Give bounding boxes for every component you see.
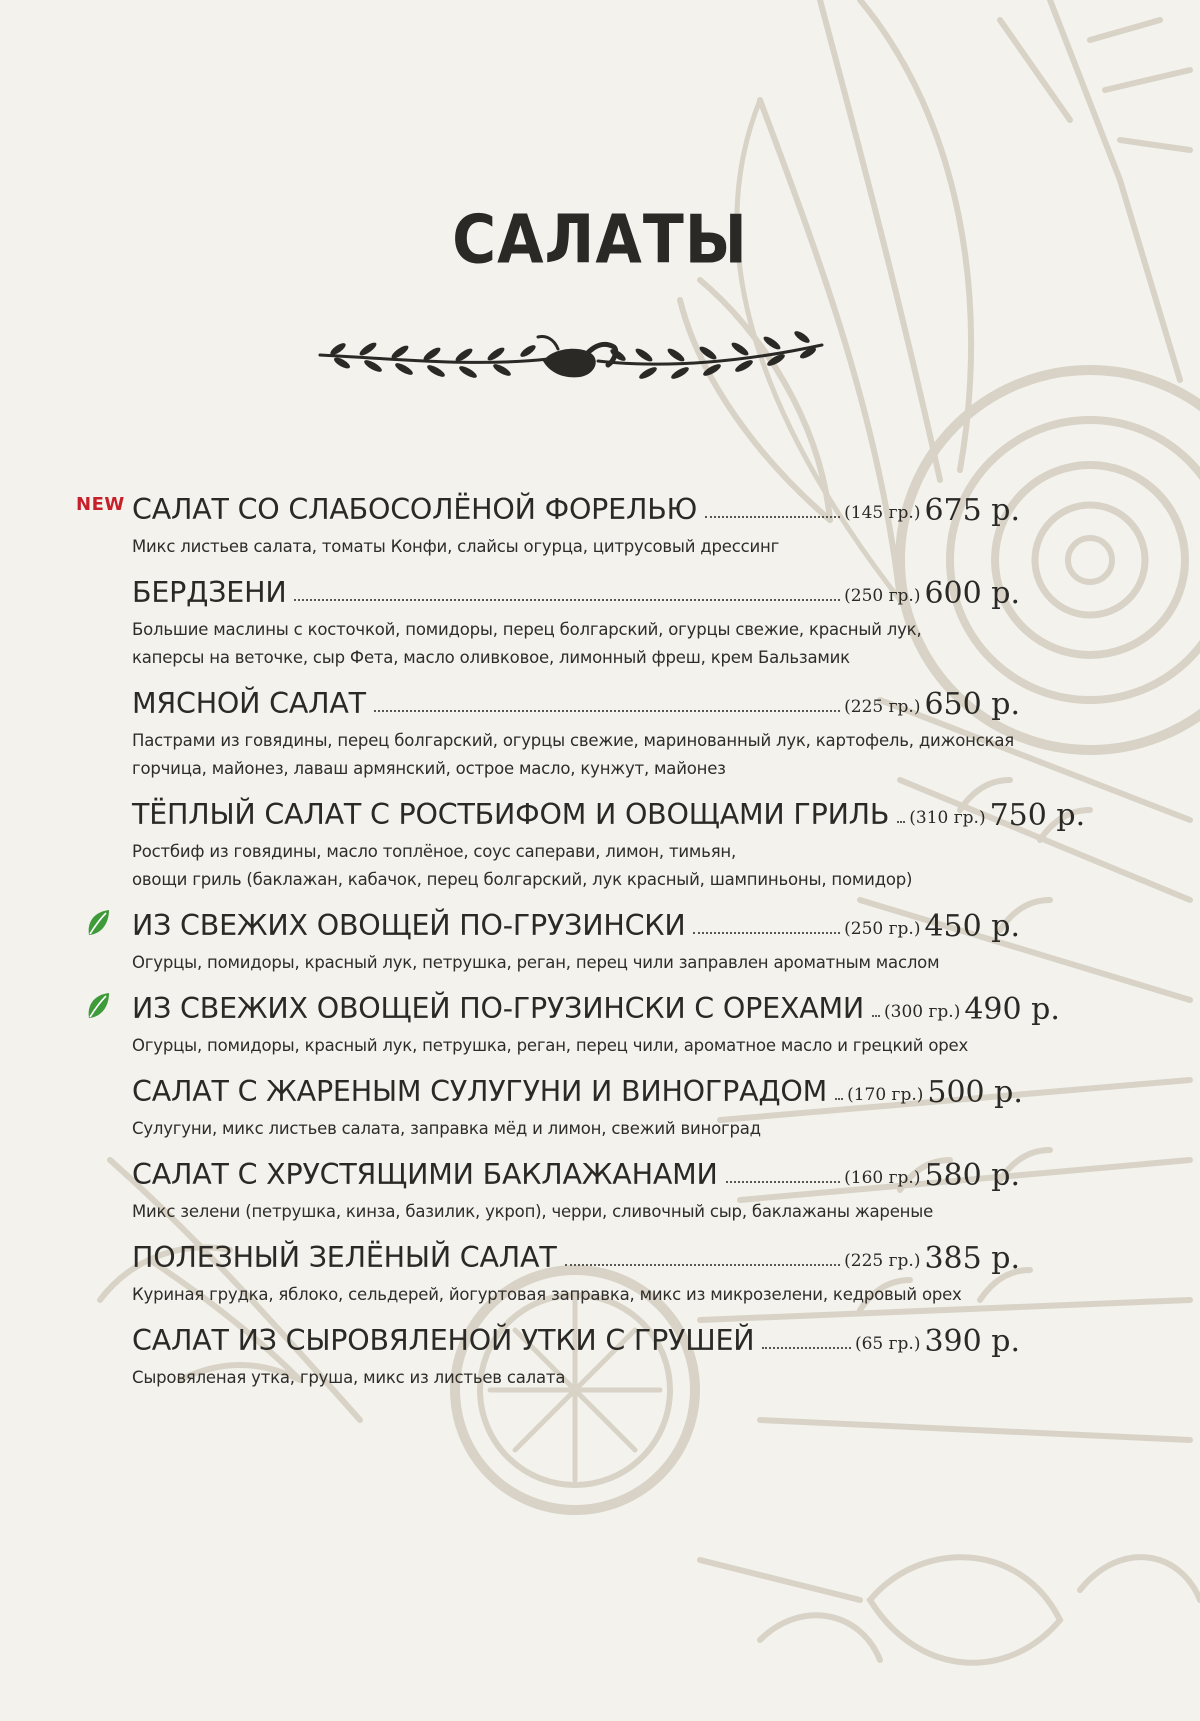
leaf-icon	[85, 991, 111, 1021]
menu-item-price: 650 р.	[924, 687, 1020, 722]
menu-item-description: Ростбиф из говядины, масло топлёное, соус саперави, лимон, тимьян, овощи гриль (баклажан, кабачок, перец болгарский, лук красный, шампиньоны, помидор)	[132, 842, 913, 889]
menu-item-description: Сулугуни, микс листьев салата, заправка мёд и лимон, свежий виноград	[132, 1119, 761, 1138]
menu-item-weight: (170 гр.)	[847, 1085, 924, 1105]
menu-item-description: Микс листьев салата, томаты Конфи, слайсы огурца, цитрусовый дрессинг	[132, 537, 780, 556]
dot-leader	[693, 932, 840, 934]
dot-leader	[897, 821, 905, 823]
menu-item-weight: (225 гр.)	[844, 697, 921, 717]
menu-item	[132, 1143, 1020, 1226]
dot-leader	[294, 599, 840, 601]
menu-item-name: САЛАТ СО СЛАБОСОЛЁНОЙ ФОРЕЛЬЮ	[132, 492, 698, 526]
leaf-icon	[85, 908, 111, 938]
menu-item-name: САЛАТ С ХРУСТЯЩИМИ БАКЛАЖАНАМИ	[132, 1157, 718, 1191]
salad-menu-list	[0, 478, 1200, 1392]
menu-item-price: 675 р.	[924, 493, 1020, 528]
menu-item-price: 450 р.	[924, 909, 1020, 944]
menu-item-description: Большие маслины с косточкой, помидоры, перец болгарский, огурцы свежие, красный лук, каперсы на веточке, сыр Фета, масло оливковое, лимонный фреш, крем Бальзамик	[132, 620, 922, 667]
menu-item-name: БЕРДЗЕНИ	[132, 575, 287, 609]
menu-item-row	[132, 894, 1020, 946]
menu-item-description: Сыровяленая утка, груша, микс из листьев салата	[132, 1368, 566, 1387]
menu-item-price: 490 р.	[964, 992, 1060, 1027]
menu-item-row	[132, 1309, 1020, 1361]
menu-item-weight: (250 гр.)	[844, 586, 921, 606]
dot-leader	[835, 1098, 843, 1100]
menu-item	[76, 478, 1020, 561]
menu-item-weight: (65 гр.)	[854, 1334, 921, 1354]
menu-item-weight: (145 гр.)	[844, 503, 921, 523]
menu-item	[132, 1309, 1020, 1392]
menu-item	[132, 672, 1020, 783]
dot-leader	[726, 1181, 841, 1183]
menu-item-name: САЛАТ ИЗ СЫРОВЯЛЕНОЙ УТКИ С ГРУШЕЙ	[132, 1323, 755, 1357]
menu-item-row	[132, 1060, 1023, 1112]
menu-item-price: 390 р.	[924, 1324, 1020, 1359]
menu-item-name: ТЁПЛЫЙ САЛАТ С РОСТБИФОМ И ОВОЩАМИ ГРИЛЬ	[132, 797, 890, 831]
dot-leader	[374, 710, 840, 712]
menu-item-row	[132, 977, 1060, 1029]
menu-item-price: 750 р.	[989, 798, 1086, 833]
menu-item-row	[132, 1143, 1020, 1195]
dot-leader	[762, 1347, 851, 1349]
menu-item	[132, 1060, 1023, 1143]
menu-item-row	[132, 672, 1020, 724]
menu-item	[132, 783, 1086, 894]
menu-item-price: 580 р.	[924, 1158, 1020, 1193]
page-title: САЛАТЫ	[452, 200, 748, 280]
menu-item-weight: (300 гр.)	[884, 1002, 961, 1022]
menu-item-description: Пастрами из говядины, перец болгарский, огурцы свежие, маринованный лук, картофель, дижонская горчица, майонез, лаваш армянский, острое масло, кунжут, майонез	[132, 731, 1015, 778]
menu-item-row	[132, 1226, 1020, 1278]
menu-item-name: МЯСНОЙ САЛАТ	[132, 686, 366, 720]
menu-item-name: ИЗ СВЕЖИХ ОВОЩЕЙ ПО-ГРУЗИНСКИ С ОРЕХАМИ	[132, 991, 865, 1025]
menu-item-weight: (250 гр.)	[844, 919, 921, 939]
menu-item-weight: (160 гр.)	[844, 1168, 921, 1188]
menu-item	[132, 561, 1020, 672]
menu-item-weight: (310 гр.)	[909, 808, 986, 828]
menu-item-row	[132, 478, 1020, 530]
menu-item-name: ПОЛЕЗНЫЙ ЗЕЛЁНЫЙ САЛАТ	[132, 1240, 557, 1274]
menu-item	[132, 977, 1060, 1060]
dot-leader	[705, 516, 840, 518]
menu-item-description: Огурцы, помидоры, красный лук, петрушка, реган, перец чили заправлен ароматным маслом	[132, 953, 940, 972]
menu-item	[132, 1226, 1020, 1309]
menu-item-description: Куриная грудка, яблоко, сельдерей, йогуртовая заправка, микс из микрозелени, кедровый орех	[132, 1285, 962, 1304]
menu-item-name: ИЗ СВЕЖИХ ОВОЩЕЙ ПО-ГРУЗИНСКИ	[132, 908, 686, 942]
menu-item-weight: (225 гр.)	[844, 1251, 921, 1271]
menu-item-description: Микс зелени (петрушка, кинза, базилик, укроп), черри, сливочный сыр, баклажаны жареные	[132, 1202, 934, 1221]
dot-leader	[565, 1264, 841, 1266]
menu-item-row	[132, 783, 1086, 835]
menu-item	[132, 894, 1020, 977]
new-badge: NEW	[76, 494, 125, 515]
menu-item-description: Огурцы, помидоры, красный лук, петрушка, реган, перец чили, ароматное масло и грецкий орех	[132, 1036, 969, 1055]
chili-ornament-icon	[318, 325, 824, 395]
menu-item-row	[132, 561, 1020, 613]
menu-item-price: 500 р.	[927, 1075, 1023, 1110]
menu-item-price: 600 р.	[924, 576, 1020, 611]
menu-item-price: 385 р.	[924, 1241, 1020, 1276]
menu-item-name: САЛАТ С ЖАРЕНЫМ СУЛУГУНИ И ВИНОГРАДОМ	[132, 1074, 828, 1108]
dot-leader	[872, 1015, 880, 1017]
